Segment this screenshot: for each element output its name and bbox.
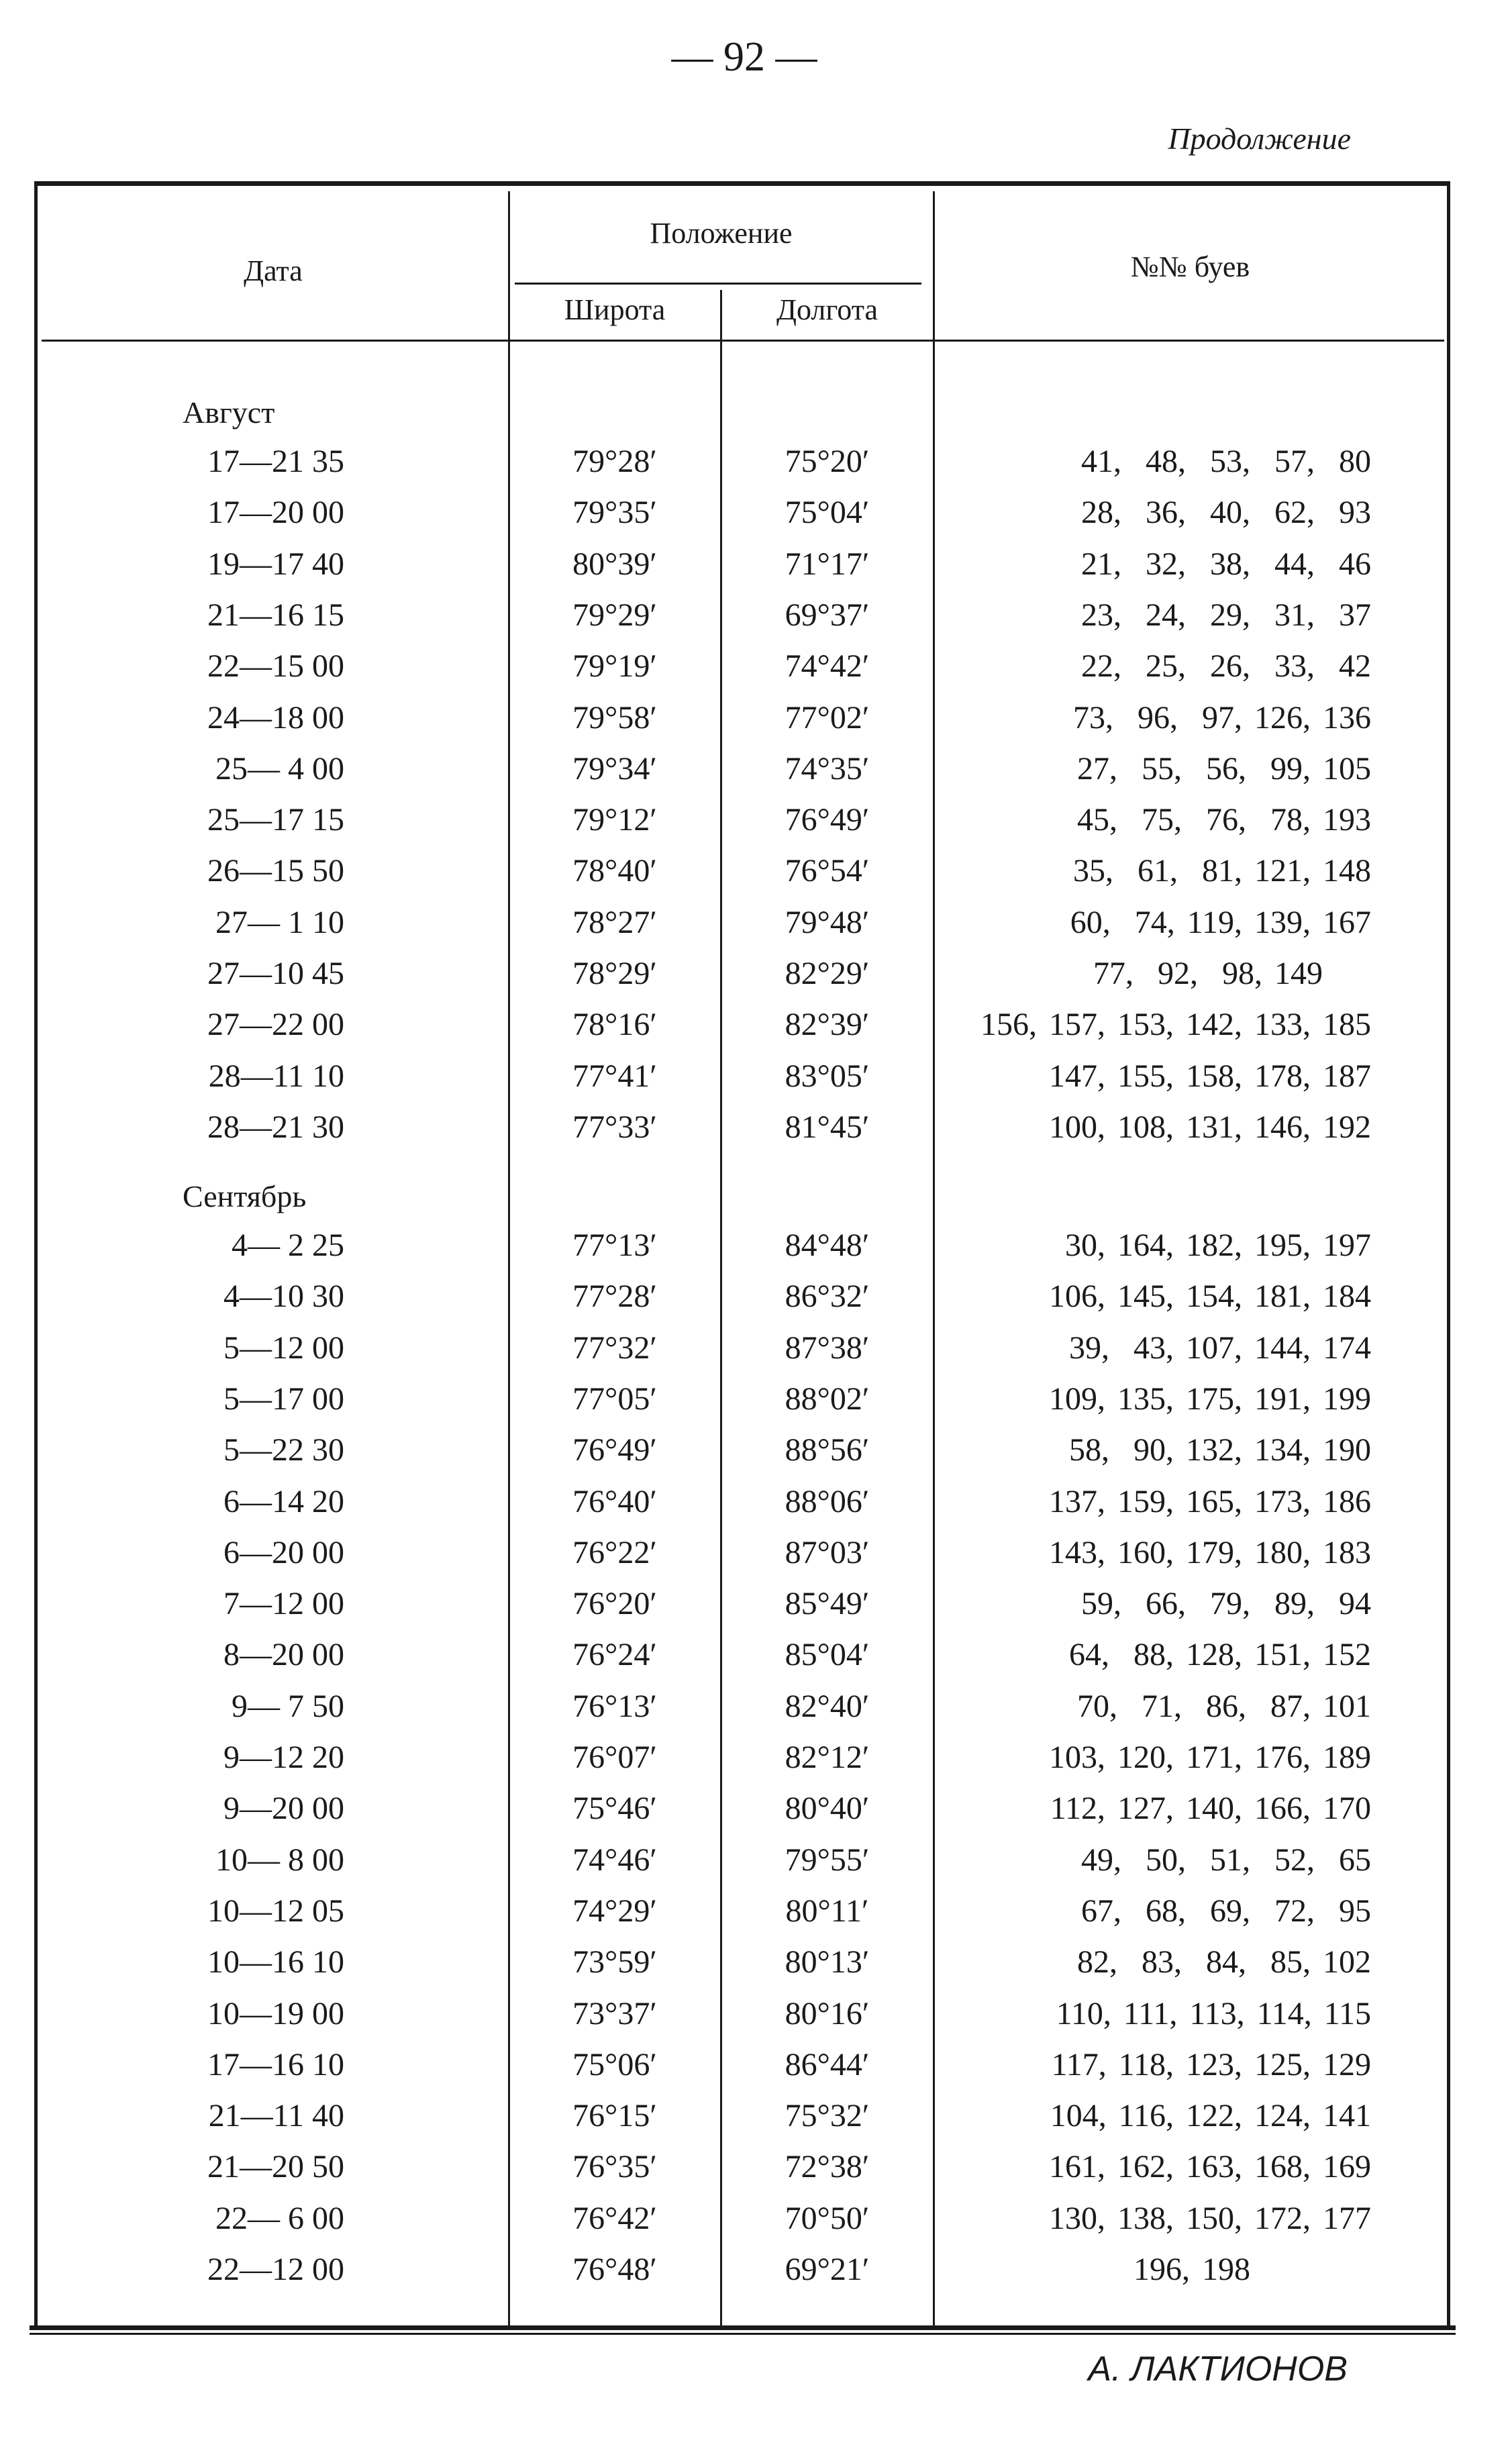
header-latitude: Широта [564,293,666,326]
date-cell: 8—20 00 [223,1637,344,1673]
date-cell: 25—17 15 [207,802,344,838]
month-heading: Август [183,395,275,430]
buoys-cell: 39, 43, 107, 144, 174 [1069,1329,1371,1366]
buoys-cell: 100, 108, 131, 146, 192 [1049,1109,1371,1145]
buoys-cell: 77, 92, 98, 149 [1093,956,1371,991]
latitude-cell: 79°35′ [572,495,657,531]
buoys-cell: 130, 138, 150, 172, 177 [1049,2200,1371,2236]
latitude-cell: 79°19′ [572,648,657,685]
date-cell: 10—12 05 [207,1893,344,1929]
buoys-cell: 112, 127, 140, 166, 170 [1050,1791,1371,1827]
date-cell: 17—20 00 [207,495,344,531]
latitude-cell: 76°13′ [572,1688,657,1724]
date-cell: 17—16 10 [207,2046,344,2082]
buoys-cell: 41, 48, 53, 57, 80 [1081,444,1371,479]
date-cell: 5—17 00 [223,1380,344,1417]
date-cell: 21—16 15 [207,597,344,633]
buoys-cell: 49, 50, 51, 52, 65 [1081,1842,1371,1878]
longitude-cell: 83°05′ [785,1058,870,1094]
date-cell: 26—15 50 [207,853,344,889]
longitude-cell: 71°17′ [785,546,870,582]
date-cell: 10— 8 00 [215,1842,344,1878]
latitude-cell: 77°32′ [572,1329,657,1366]
buoys-cell: 117, 118, 123, 125, 129 [1051,2046,1371,2082]
latitude-cell: 79°28′ [572,444,657,479]
date-cell: 25— 4 00 [215,750,344,787]
latitude-cell: 79°12′ [572,802,657,838]
longitude-cell: 79°48′ [785,904,870,940]
header-bottom-line [42,340,1444,342]
longitude-cell: 87°03′ [785,1534,870,1570]
latitude-cell: 76°24′ [572,1637,657,1673]
latitude-cell: 77°41′ [572,1058,657,1094]
latitude-cell: 76°22′ [572,1534,657,1570]
buoys-cell: 28, 36, 40, 62, 93 [1081,495,1371,531]
date-cell: 4— 2 25 [232,1227,344,1263]
latitude-cell: 79°58′ [572,699,657,736]
longitude-cell: 80°13′ [785,1944,870,1980]
buoys-cell: 103, 120, 171, 176, 189 [1049,1740,1371,1775]
latitude-cell: 79°34′ [572,750,657,787]
buoys-cell: 104, 116, 122, 124, 141 [1050,2098,1371,2134]
date-cell: 10—16 10 [207,1944,344,1980]
latitude-cell: 75°46′ [572,1791,657,1827]
latitude-cell: 76°07′ [572,1740,657,1775]
latitude-cell: 75°06′ [572,2046,657,2082]
longitude-cell: 85°04′ [785,1637,870,1673]
date-cell: 24—18 00 [207,699,344,736]
date-cell: 5—22 30 [223,1432,344,1468]
date-cell: 10—19 00 [207,1995,344,2031]
latitude-cell: 78°27′ [572,904,657,940]
header-position: Положение [650,217,793,250]
buoys-cell: 21, 32, 38, 44, 46 [1081,546,1371,582]
buoys-cell: 30, 164, 182, 195, 197 [1065,1227,1371,1263]
latitude-cell: 76°40′ [572,1483,657,1519]
date-cell: 21—20 50 [207,2149,344,2185]
longitude-cell: 75°32′ [785,2098,870,2134]
signature: А. ЛАКТИОНОВ [1088,2350,1348,2389]
longitude-cell: 84°48′ [785,1227,870,1263]
longitude-cell: 82°29′ [785,956,870,991]
date-cell: 9— 7 50 [232,1688,344,1724]
buoys-cell: 161, 162, 163, 168, 169 [1049,2149,1371,2185]
longitude-cell: 80°16′ [785,1995,870,2031]
longitude-cell: 80°40′ [785,1791,870,1827]
longitude-cell: 79°55′ [785,1842,870,1878]
buoys-cell: 73, 96, 97, 126, 136 [1073,699,1371,736]
longitude-cell: 69°37′ [785,597,870,633]
latitude-cell: 78°16′ [572,1007,657,1043]
date-cell: 9—20 00 [223,1791,344,1827]
table-bottom-border-outer [30,2333,1456,2335]
longitude-cell: 74°35′ [785,750,870,787]
latitude-cell: 77°28′ [572,1278,657,1315]
longitude-cell: 81°45′ [785,1109,870,1145]
table-bottom-border [30,2325,1456,2330]
date-cell: 22—15 00 [207,648,344,685]
longitude-cell: 70°50′ [785,2200,870,2236]
header-date: Дата [244,254,303,287]
buoys-cell: 45, 75, 76, 78, 193 [1077,802,1371,838]
latitude-cell: 76°15′ [572,2098,657,2134]
longitude-cell: 87°38′ [785,1329,870,1366]
longitude-cell: 74°42′ [785,648,870,685]
latitude-cell: 79°29′ [572,597,657,633]
longitude-cell: 72°38′ [785,2149,870,2185]
buoys-cell: 70, 71, 86, 87, 101 [1077,1688,1371,1724]
date-cell: 7—12 00 [223,1586,344,1622]
latitude-cell: 76°49′ [572,1432,657,1468]
longitude-cell: 76°54′ [785,853,870,889]
buoys-cell: 58, 90, 132, 134, 190 [1069,1432,1371,1468]
table-right-border [1447,181,1450,2329]
header-longitude: Долгота [776,293,878,326]
buoys-cell: 106, 145, 154, 181, 184 [1049,1278,1371,1315]
buoys-cell: 82, 83, 84, 85, 102 [1077,1944,1371,1980]
longitude-cell: 82°39′ [785,1007,870,1043]
date-cell: 28—11 10 [208,1058,344,1094]
date-cell: 6—14 20 [223,1483,344,1519]
continuation-label: Продолжение [1168,121,1351,156]
buoys-cell: 109, 135, 175, 191, 199 [1049,1380,1371,1417]
latitude-cell: 78°40′ [572,853,657,889]
buoys-cell: 196, 198 [1133,2252,1371,2287]
page-number: — 92 — [671,34,817,80]
buoys-cell: 23, 24, 29, 31, 37 [1081,597,1371,633]
buoys-cell: 147, 155, 158, 178, 187 [1049,1058,1371,1094]
buoys-cell: 143, 160, 179, 180, 183 [1049,1534,1371,1570]
latitude-cell: 76°20′ [572,1586,657,1622]
date-cell: 9—12 20 [223,1740,344,1775]
latitude-cell: 74°46′ [572,1842,657,1878]
longitude-cell: 69°21′ [785,2252,870,2287]
latitude-cell: 76°42′ [572,2200,657,2236]
latitude-cell: 73°59′ [572,1944,657,1980]
longitude-cell: 75°20′ [785,444,870,479]
buoys-cell: 60, 74, 119, 139, 167 [1070,904,1371,940]
date-cell: 6—20 00 [223,1534,344,1570]
buoys-cell: 27, 55, 56, 99, 105 [1077,750,1371,787]
header-buoys: №№ буев [1130,250,1250,283]
date-cell: 19—17 40 [207,546,344,582]
date-cell: 21—11 40 [208,2098,344,2134]
date-cell: 27—22 00 [207,1007,344,1043]
latitude-cell: 76°48′ [572,2252,657,2287]
buoys-cell: 22, 25, 26, 33, 42 [1081,648,1371,685]
longitude-cell: 88°02′ [785,1380,870,1417]
buoys-cell: 59, 66, 79, 89, 94 [1081,1586,1371,1622]
latitude-cell: 78°29′ [572,956,657,991]
position-subheader-line [515,283,921,285]
date-cell: 22—12 00 [207,2252,344,2287]
date-cell: 28—21 30 [207,1109,344,1145]
longitude-cell: 82°40′ [785,1688,870,1724]
longitude-cell: 76°49′ [785,802,870,838]
latitude-cell: 74°29′ [572,1893,657,1929]
longitude-cell: 77°02′ [785,699,870,736]
date-cell: 27— 1 10 [215,904,344,940]
date-cell: 5—12 00 [223,1329,344,1366]
latitude-cell: 80°39′ [572,546,657,582]
latitude-cell: 73°37′ [572,1995,657,2031]
latitude-cell: 77°13′ [572,1227,657,1263]
date-cell: 4—10 30 [223,1278,344,1315]
date-cell: 27—10 45 [207,956,344,991]
latitude-cell: 76°35′ [572,2149,657,2185]
latitude-cell: 77°33′ [572,1109,657,1145]
buoys-cell: 35, 61, 81, 121, 148 [1073,853,1371,889]
longitude-cell: 88°56′ [785,1432,870,1468]
latitude-cell: 77°05′ [572,1380,657,1417]
date-cell: 22— 6 00 [215,2200,344,2236]
longitude-cell: 80°11′ [785,1893,869,1929]
month-heading: Сентябрь [183,1179,307,1213]
buoys-cell: 64, 88, 128, 151, 152 [1069,1637,1371,1673]
longitude-cell: 88°06′ [785,1483,870,1519]
longitude-cell: 75°04′ [785,495,870,531]
longitude-cell: 86°32′ [785,1278,870,1315]
date-cell: 17—21 35 [207,444,344,479]
buoys-cell: 67, 68, 69, 72, 95 [1081,1893,1371,1929]
buoys-cell: 156, 157, 153, 142, 133, 185 [980,1007,1371,1043]
table-top-border [34,181,1450,186]
buoys-cell: 137, 159, 165, 173, 186 [1049,1483,1371,1519]
longitude-cell: 85°49′ [785,1586,870,1622]
buoys-cell: 110, 111, 113, 114, 115 [1056,1995,1371,2031]
longitude-cell: 82°12′ [785,1740,870,1775]
table-left-border [34,181,38,2329]
longitude-cell: 86°44′ [785,2046,870,2082]
